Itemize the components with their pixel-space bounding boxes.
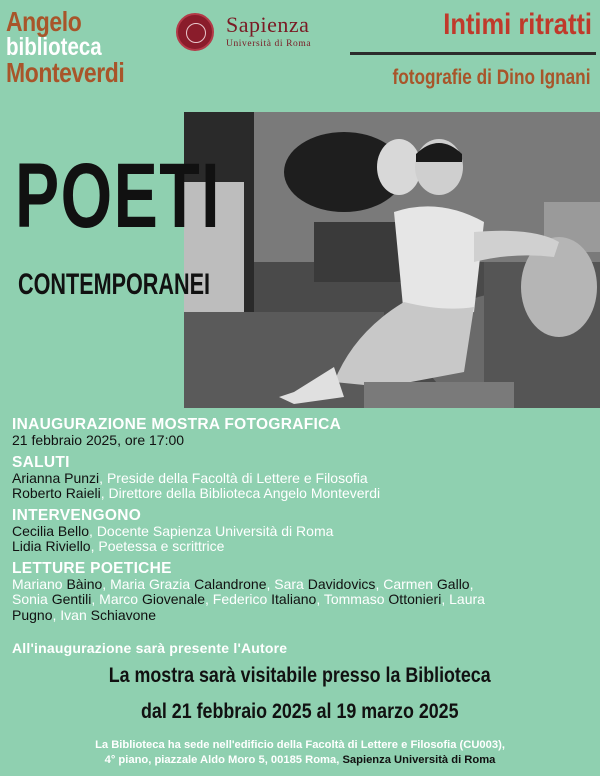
person-name: Lidia Riviello xyxy=(12,538,91,554)
reader-last-name: Pugno xyxy=(12,606,53,623)
library-logo xyxy=(6,8,150,87)
library-logo-line2: biblioteca xyxy=(6,33,102,61)
reader-last-name: Davidovics xyxy=(307,575,376,592)
reader-last-name: Schiavone xyxy=(90,606,157,623)
university-logo xyxy=(226,14,311,49)
event-info xyxy=(12,416,592,623)
library-logo-line3: Monteverdi xyxy=(6,57,125,88)
university-name: Sapienza xyxy=(226,12,310,37)
reader-first-name: Sara xyxy=(274,575,308,592)
exhibition-title: Intimi ritratti xyxy=(443,8,592,41)
person-role: , Docente Sapienza Università di Roma xyxy=(89,522,334,539)
intervengono-title: INTERVENGONO xyxy=(12,506,142,524)
inauguration-date xyxy=(12,433,592,449)
library-logo-line1: Angelo xyxy=(6,6,82,37)
portrait-photo xyxy=(184,112,600,408)
person-name: Cecilia Bello xyxy=(12,522,90,539)
reader-first-name: Tommaso xyxy=(323,591,389,607)
intervengono-person xyxy=(12,524,592,540)
visit-dates xyxy=(0,700,600,724)
headline-main: POETI xyxy=(15,145,221,247)
reader-last-name: Ottonieri xyxy=(388,591,442,607)
reader-first-name: Marco xyxy=(99,591,142,607)
footer-address-text: 4° piano, piazzale Aldo Moro 5, 00185 Roma, xyxy=(104,754,343,766)
author-presence-note: All'inaugurazione sarà presente l'Autore xyxy=(12,640,288,656)
person-name: Roberto Raieli xyxy=(12,485,101,501)
person-role: , Direttore della Biblioteca Angelo Monteverdi xyxy=(100,485,381,501)
reader-last-name: Italiano xyxy=(271,591,317,607)
title-divider xyxy=(350,52,596,55)
reader-last-name: Giovenale xyxy=(141,591,206,607)
saluti-title: SALUTI xyxy=(12,453,70,471)
reader-first-name: Ivan xyxy=(60,606,91,623)
reader-first-name: Laura xyxy=(449,591,485,607)
saluti-person xyxy=(12,486,592,502)
reader-first-name: Carmen xyxy=(383,575,437,592)
letture-title: LETTURE POETICHE xyxy=(12,559,172,577)
reader-first-name: Sonia xyxy=(12,591,52,607)
footer-line2 xyxy=(0,753,600,768)
reader-first-name: Maria Grazia xyxy=(110,575,195,592)
visit-location-text: La mostra sarà visitabile presso la Biblioteca xyxy=(109,664,491,687)
footer-line1: La Biblioteca ha sede nell'edificio della Facoltà di Lettere e Filosofia (CU003), xyxy=(95,739,505,751)
reader-first-name: Federico xyxy=(212,591,272,607)
headline-sub: CONTEMPORANEI xyxy=(18,268,211,301)
reader-last-name: Bàino xyxy=(66,575,103,592)
university-subtitle: Università di Roma xyxy=(226,39,312,49)
visit-location xyxy=(0,664,600,688)
intervengono-person xyxy=(12,539,592,555)
exhibition-subtitle: fotografie di Dino Ignani xyxy=(391,66,590,89)
reader-last-name: Calandrone xyxy=(194,575,267,592)
saluti-person xyxy=(12,471,592,487)
reader-first-name: Mariano xyxy=(12,575,67,592)
inauguration-date-text: 21 febbraio 2025, ore 17:00 xyxy=(12,432,185,448)
person-name: Arianna Punzi xyxy=(12,469,100,486)
person-role: , Preside della Facoltà di Lettere e Filosofia xyxy=(99,469,368,486)
letture-names: Mariano Bàino, Maria Grazia Calandrone, Sara Davidovics, Carmen Gallo, Sonia Gentili, Marco Giovenale, Federico Italiano, Tommaso Ottonieri, Laura Pugno, Ivan Schiavone xyxy=(12,575,485,623)
reader-last-name: Gallo xyxy=(436,575,470,592)
footer-address xyxy=(0,738,600,768)
inauguration-title: INAUGURAZIONE MOSTRA FOTOGRAFICA xyxy=(12,416,342,433)
visit-dates-text: dal 21 febbraio 2025 al 19 marzo 2025 xyxy=(141,700,459,723)
reader-last-name: Gentili xyxy=(51,591,92,607)
person-role: , Poetessa e scrittrice xyxy=(90,538,225,554)
sapienza-seal-icon xyxy=(176,13,214,51)
footer-university: Sapienza Università di Roma xyxy=(342,754,496,766)
